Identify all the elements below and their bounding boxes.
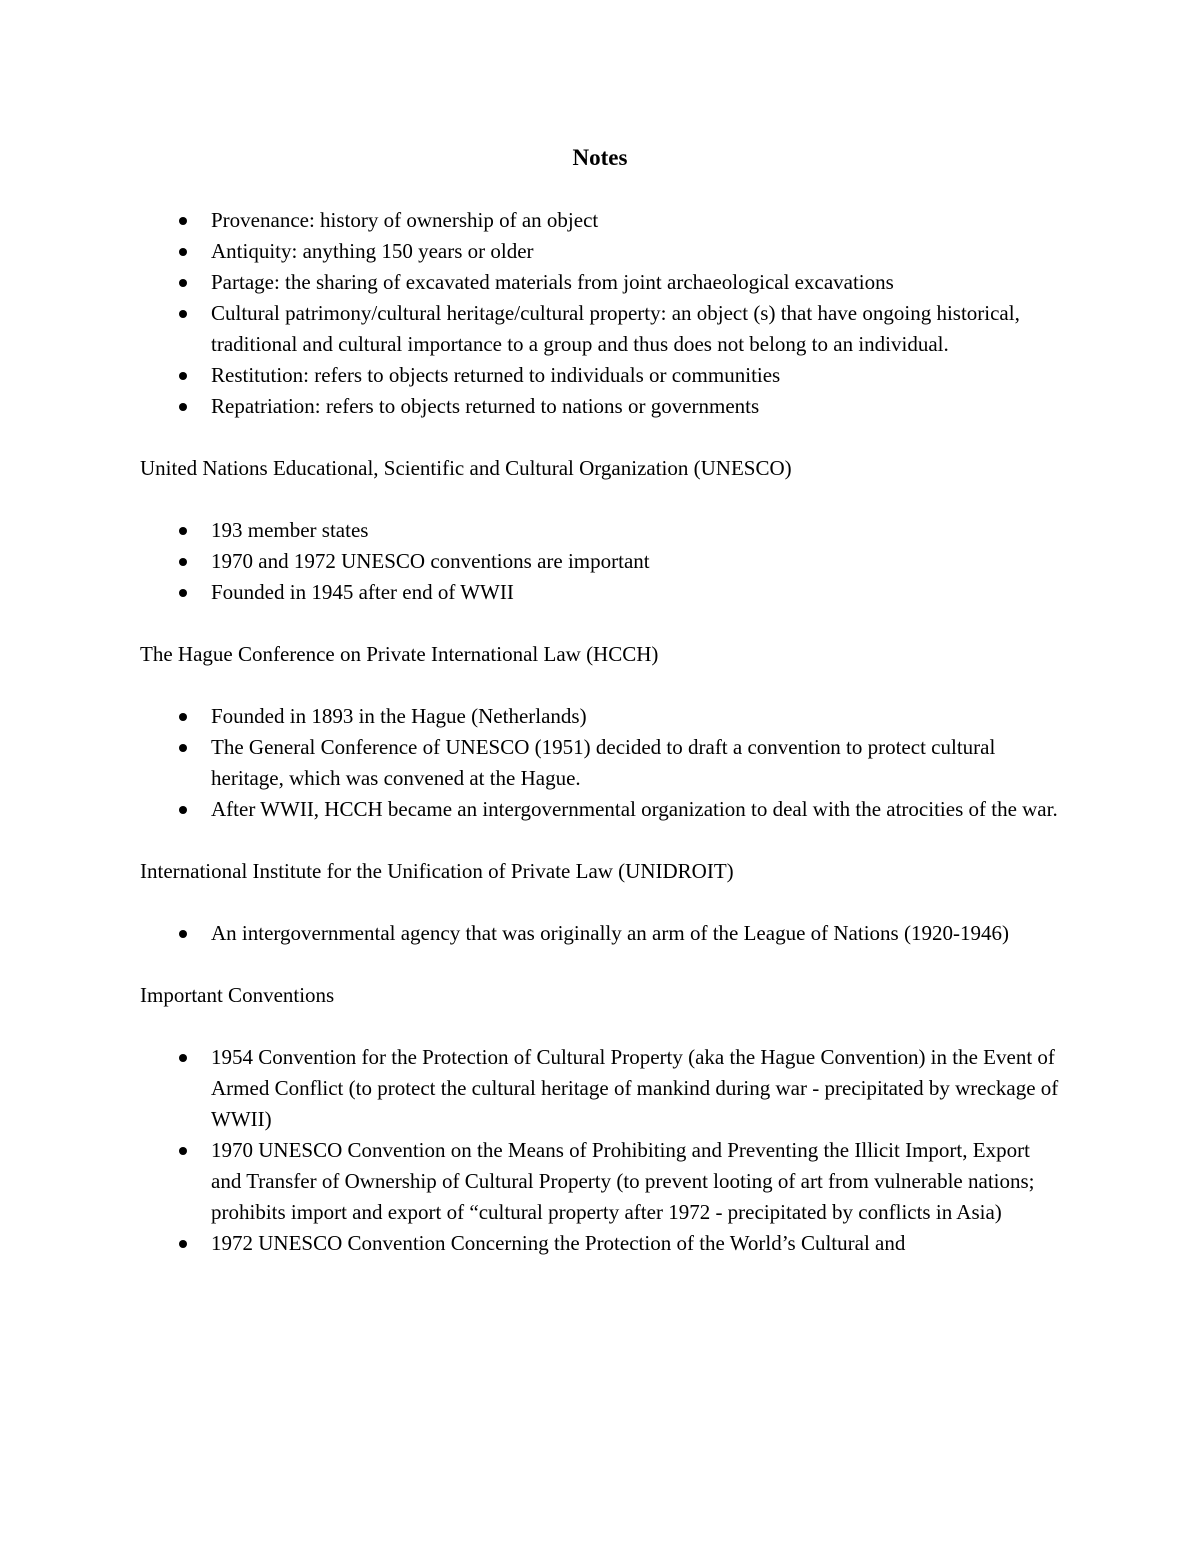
unidroit-list	[140, 918, 1065, 949]
bullet-icon	[179, 248, 187, 256]
list-item-text: Cultural patrimony/cultural heritage/cultural property: an object (s) that have ongoing historical, traditional and cultural importance to a group and thus does not belong to an individual.	[211, 301, 1020, 356]
list-item-text: Founded in 1893 in the Hague (Netherlands)	[211, 704, 587, 728]
bullet-icon	[179, 1147, 187, 1155]
list-item	[140, 360, 1065, 391]
list-item	[140, 391, 1065, 422]
list-item	[140, 1042, 1065, 1135]
bullet-icon	[179, 527, 187, 535]
bullet-icon	[179, 372, 187, 380]
bullet-icon	[179, 930, 187, 938]
bullet-icon	[179, 589, 187, 597]
section-heading-unidroit: International Institute for the Unification of Private Law (UNIDROIT)	[140, 859, 734, 883]
section-heading-hcch: The Hague Conference on Private International Law (HCCH)	[140, 642, 659, 666]
hcch-list	[140, 701, 1065, 825]
spacer	[140, 825, 1065, 856]
conventions-list	[140, 1042, 1065, 1259]
list-item-text: 1954 Convention for the Protection of Cultural Property (aka the Hague Convention) in the Event of Armed Conflict (to protect the cultural heritage of mankind during war - precipitated by wreckage of WWII)	[211, 1045, 1059, 1131]
list-item-text: Repatriation: refers to objects returned to nations or governments	[211, 394, 760, 418]
bullet-icon	[179, 558, 187, 566]
list-item-text: The General Conference of UNESCO (1951) decided to draft a convention to protect cultural heritage, which was convened at the Hague.	[211, 735, 996, 790]
list-item	[140, 546, 1065, 577]
section-heading-unesco: United Nations Educational, Scientific and Cultural Organization (UNESCO)	[140, 456, 792, 480]
list-item	[140, 515, 1065, 546]
spacer	[140, 949, 1065, 980]
bullet-icon	[179, 713, 187, 721]
document-body	[140, 205, 1065, 1259]
list-item-text: Founded in 1945 after end of WWII	[211, 580, 514, 604]
bullet-icon	[179, 1054, 187, 1062]
list-item	[140, 794, 1065, 825]
unesco-list	[140, 515, 1065, 608]
bullet-icon	[179, 279, 187, 287]
list-item	[140, 1228, 1065, 1259]
bullet-icon	[179, 1240, 187, 1248]
spacer	[140, 422, 1065, 453]
list-item-text: Provenance: history of ownership of an object	[211, 208, 599, 232]
list-item-text: Antiquity: anything 150 years or older	[211, 239, 534, 263]
list-item	[140, 577, 1065, 608]
list-item-text: Partage: the sharing of excavated materials from joint archaeological excavations	[211, 270, 894, 294]
list-item	[140, 267, 1065, 298]
list-item	[140, 701, 1065, 732]
spacer	[140, 887, 1065, 918]
definitions-list	[140, 205, 1065, 422]
bullet-icon	[179, 310, 187, 318]
spacer	[140, 1011, 1065, 1042]
list-item	[140, 1135, 1065, 1228]
bullet-icon	[179, 806, 187, 814]
list-item-text: After WWII, HCCH became an intergovernmental organization to deal with the atrocities of the war.	[211, 797, 1058, 821]
list-item	[140, 236, 1065, 267]
list-item-text: Restitution: refers to objects returned to individuals or communities	[211, 363, 781, 387]
spacer	[140, 670, 1065, 701]
bullet-icon	[179, 217, 187, 225]
spacer	[140, 608, 1065, 639]
list-item	[140, 732, 1065, 794]
spacer	[140, 484, 1065, 515]
list-item	[140, 298, 1065, 360]
section-heading-conventions: Important Conventions	[140, 983, 335, 1007]
bullet-icon	[179, 744, 187, 752]
bullet-icon	[179, 403, 187, 411]
list-item-text: 193 member states	[211, 518, 369, 542]
list-item-text: 1970 and 1972 UNESCO conventions are important	[211, 549, 650, 573]
page-title: Notes	[572, 145, 628, 170]
list-item-text: 1972 UNESCO Convention Concerning the Protection of the World’s Cultural and	[211, 1231, 906, 1255]
list-item-text: An intergovernmental agency that was originally an arm of the League of Nations (1920-1946)	[211, 921, 1009, 945]
list-item	[140, 918, 1065, 949]
list-item-text: 1970 UNESCO Convention on the Means of Prohibiting and Preventing the Illicit Import, Export and Transfer of Ownership of Cultural Property (to prevent looting of art from vulnerable nations; prohibits import and export of “cultural property after 1972 - precipitated by conflicts in Asia)	[211, 1138, 1035, 1224]
list-item	[140, 205, 1065, 236]
